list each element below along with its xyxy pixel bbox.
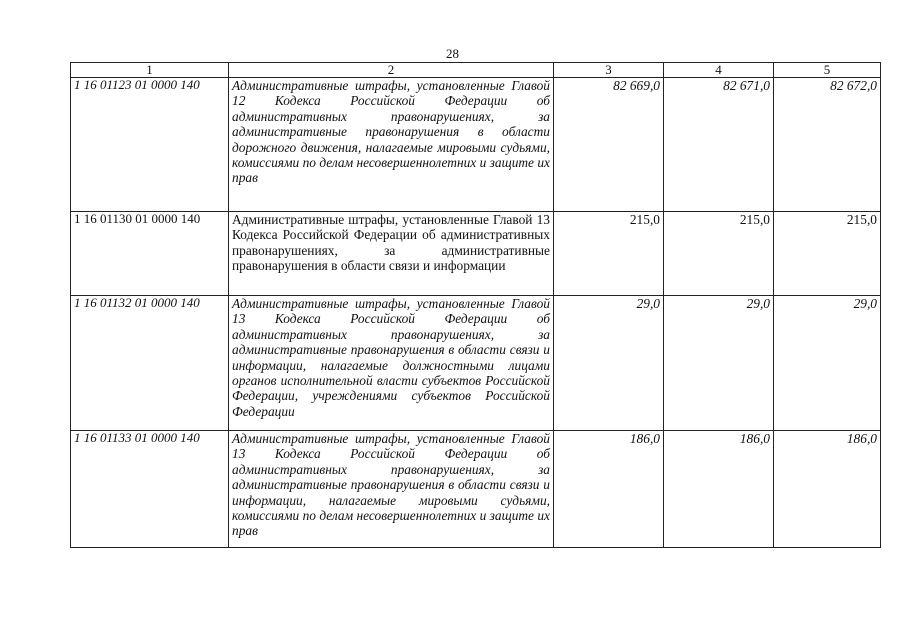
value-col-4: 29,0 <box>664 296 774 431</box>
header-cell-2: 2 <box>229 63 554 78</box>
value-col-3: 215,0 <box>554 212 664 296</box>
header-cell-4: 4 <box>664 63 774 78</box>
value-col-4: 215,0 <box>664 212 774 296</box>
budget-code: 1 16 01133 01 0000 140 <box>71 431 229 548</box>
value-col-4: 82 671,0 <box>664 78 774 212</box>
table-row <box>71 296 881 431</box>
budget-code: 1 16 01132 01 0000 140 <box>71 296 229 431</box>
table-row <box>71 431 881 548</box>
table-row <box>71 212 881 296</box>
header-row <box>71 63 881 78</box>
header-cell-3: 3 <box>554 63 664 78</box>
page-number: 28 <box>446 46 459 61</box>
value-col-5: 82 672,0 <box>774 78 881 212</box>
budget-code: 1 16 01123 01 0000 140 <box>71 78 229 212</box>
row-description: Административные штрафы, установленные Главой 13 Кодекса Российской Федерации об административных правонарушениях, за административные правонарушения в области связи и информации <box>229 212 554 296</box>
budget-code: 1 16 01130 01 0000 140 <box>71 212 229 296</box>
row-description: Административные штрафы, установленные Главой 13 Кодекса Российской Федерации об административных правонарушениях, за административные правонарушения в области связи и информации, налагаемые мировыми судьями, комиссиями по делам несовершеннолетних и защите их прав <box>229 431 554 548</box>
value-col-5: 215,0 <box>774 212 881 296</box>
row-description: Административные штрафы, установленные Главой 12 Кодекса Российской Федерации об административных правонарушениях, за административные правонарушения в области дорожного движения, налагаемые мировыми судьями, комиссиями по делам несовершеннолетних и защите их прав <box>229 78 554 212</box>
row-description: Административные штрафы, установленные Главой 13 Кодекса Российской Федерации об административных правонарушениях, за административные правонарушения в области связи и информации, налагаемые должностными лицами органов исполнительной власти субъектов Российской Федерации, учреждениями субъектов Российской Федерации <box>229 296 554 431</box>
budget-table <box>70 62 881 548</box>
value-col-3: 29,0 <box>554 296 664 431</box>
value-col-5: 186,0 <box>774 431 881 548</box>
value-col-5: 29,0 <box>774 296 881 431</box>
table-row <box>71 78 881 212</box>
header-cell-1: 1 <box>71 63 229 78</box>
header-cell-5: 5 <box>774 63 881 78</box>
value-col-4: 186,0 <box>664 431 774 548</box>
value-col-3: 186,0 <box>554 431 664 548</box>
value-col-3: 82 669,0 <box>554 78 664 212</box>
